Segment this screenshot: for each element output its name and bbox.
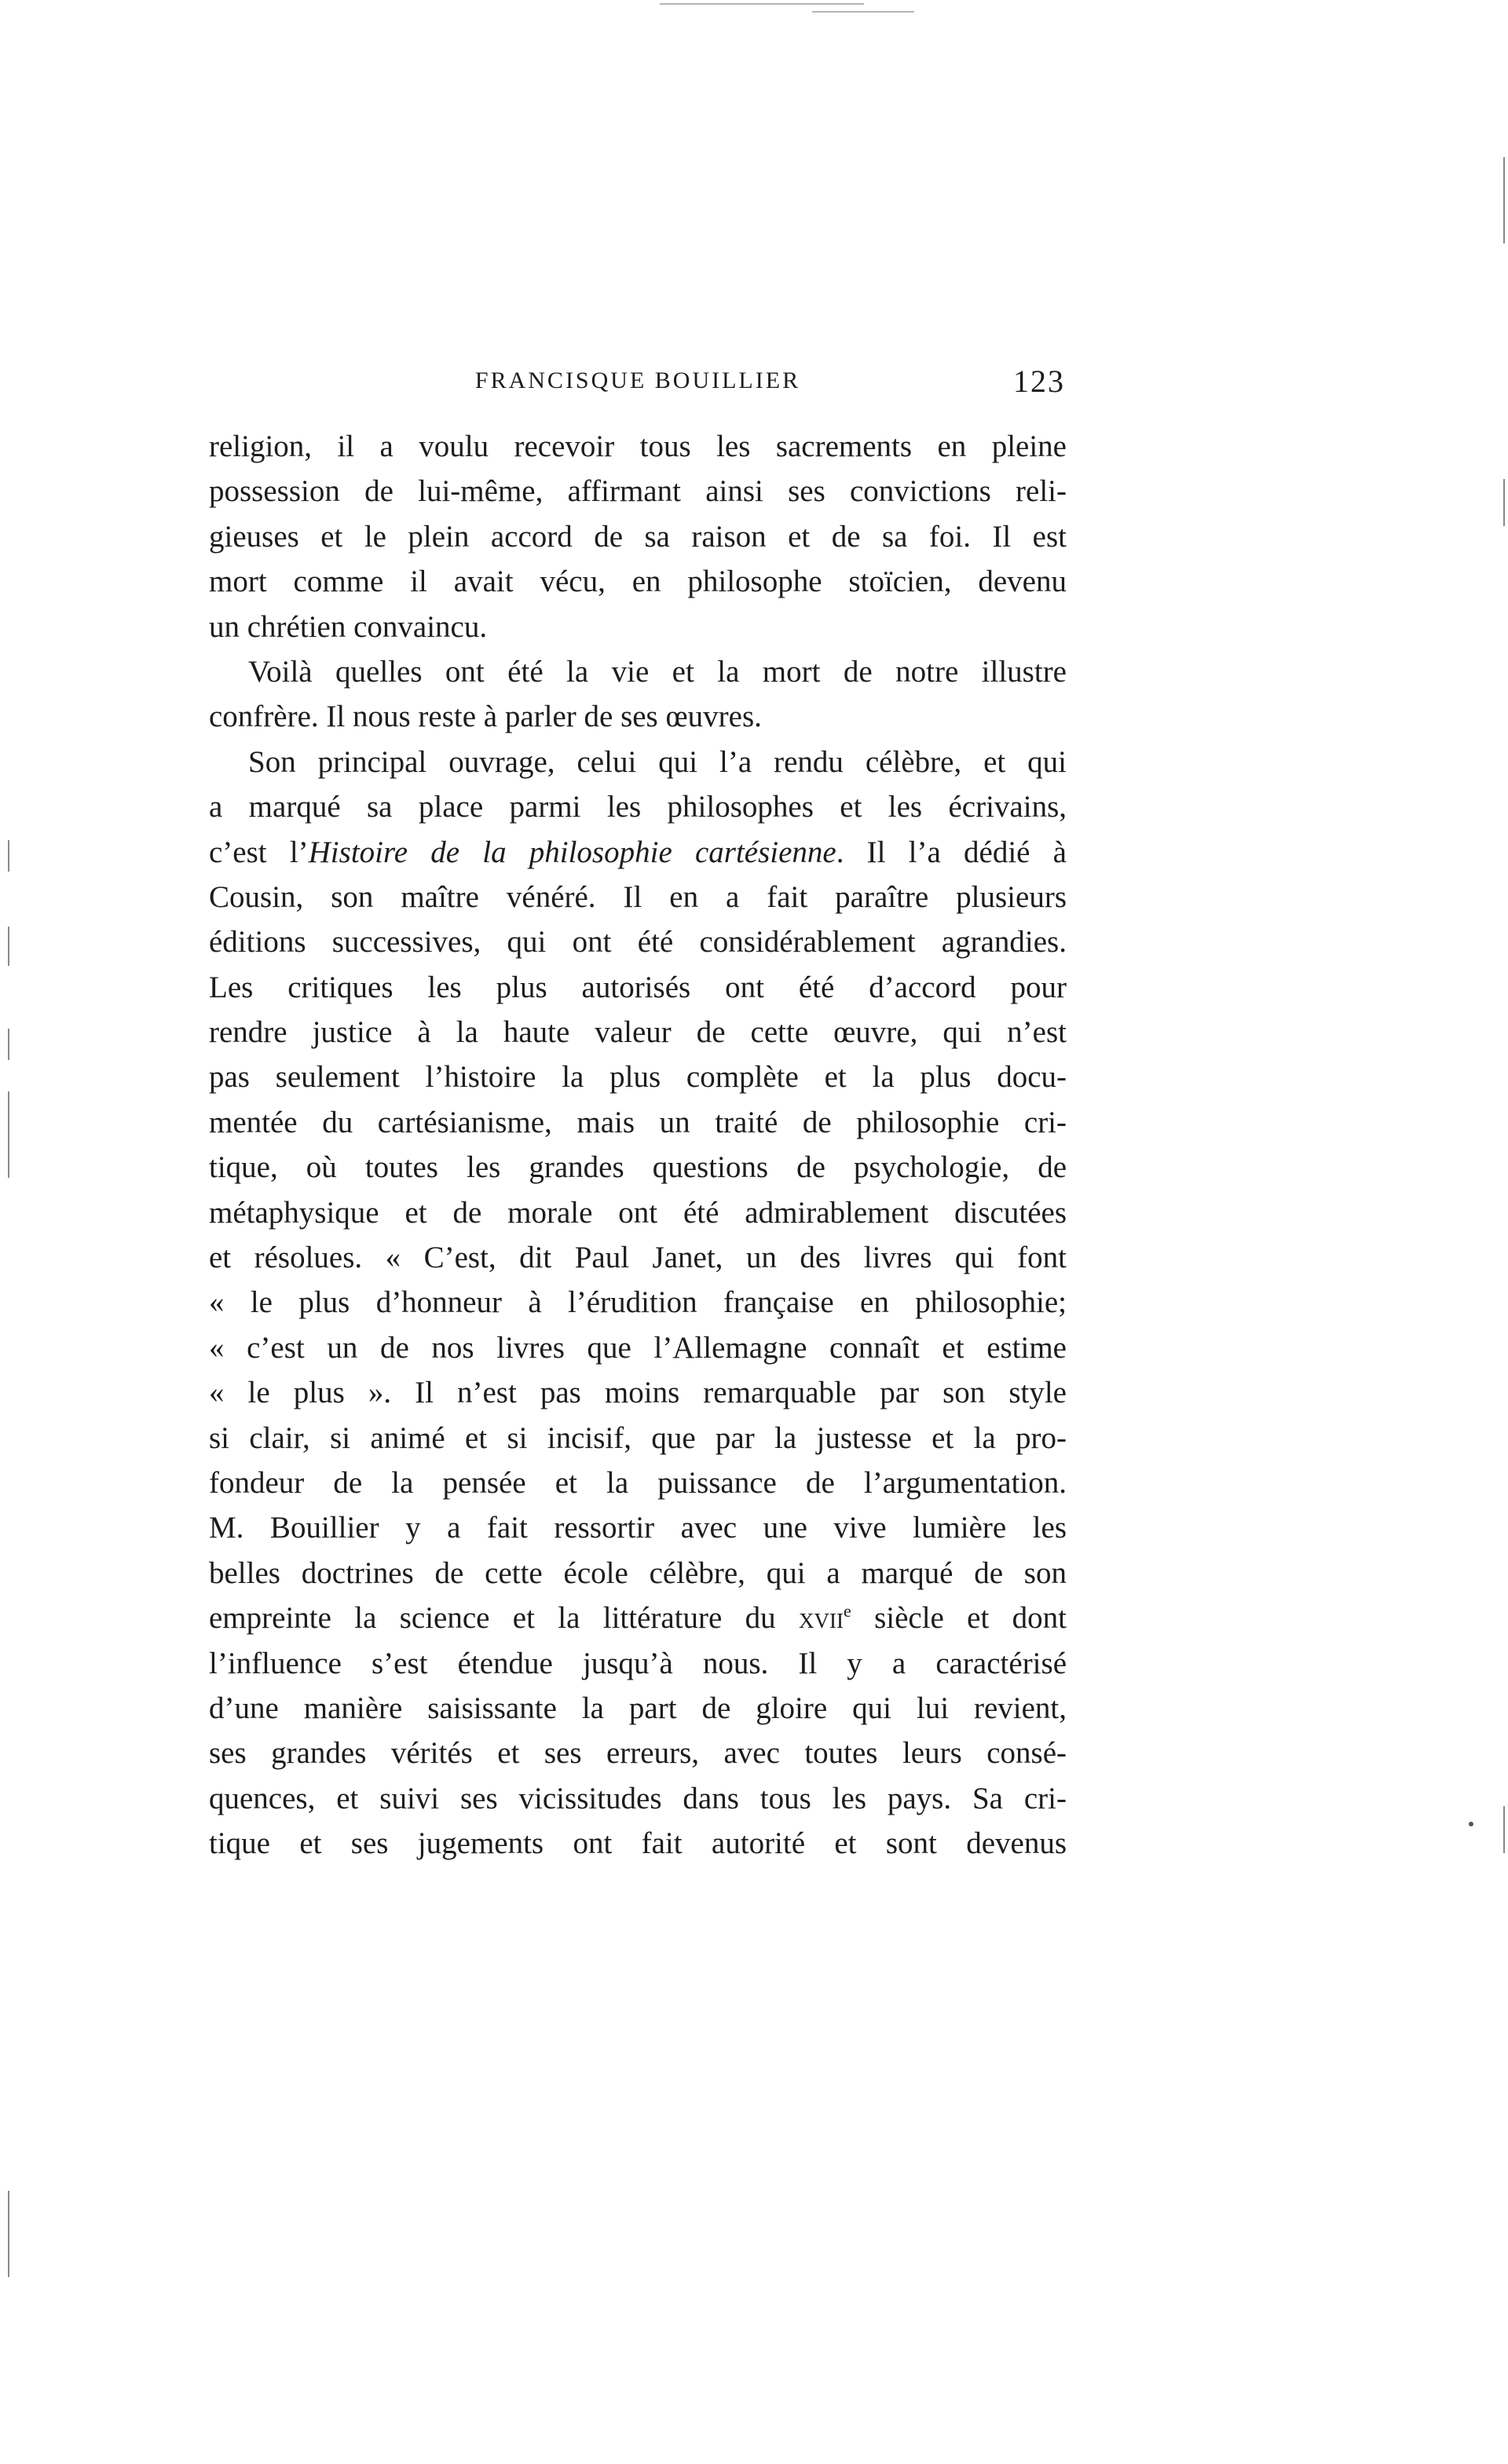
- text-line: Cousin, son maître vénéré. Il en a fait paraître plusieurs: [209, 879, 1067, 914]
- text-line: ses grandes vérités et ses erreurs, avec toutes leurs consé-: [209, 1736, 1067, 1771]
- text-line: tique et ses jugements ont fait autorité et sont devenus: [209, 1826, 1067, 1861]
- text-line: l’influence s’est étendue jusqu’à nous. Il y a caractérisé: [209, 1646, 1067, 1680]
- text-line: métaphysique et de morale ont été admirablement discutées: [209, 1195, 1067, 1230]
- scan-artifact: [8, 927, 9, 966]
- scan-artifact: [660, 3, 864, 5]
- page-number: 123: [1013, 364, 1065, 399]
- superscript-e: e: [843, 1601, 851, 1621]
- text-line: « le plus ». Il n’est pas moins remarquable par son style: [209, 1376, 1067, 1410]
- text-line: religion, il a voulu recevoir tous les sacrements en pleine: [209, 430, 1067, 463]
- text-line: mentée du cartésianisme, mais un traité de philosophie cri-: [209, 1105, 1067, 1139]
- text-line: d’une manière saisissante la part de gloire qui lui revient,: [209, 1691, 1067, 1725]
- text-line: un chrétien convaincu.: [209, 609, 488, 644]
- text-line: Voilà quelles ont été la vie et la mort de notre illustre: [248, 654, 1067, 689]
- scan-artifact: [1469, 1822, 1473, 1826]
- text-line: « c’est un de nos livres que l’Allemagne connaît et estime: [209, 1330, 1067, 1365]
- text-line: possession de lui-même, affirmant ainsi ses convictions reli-: [209, 474, 1067, 509]
- text-line: fondeur de la pensée et la puissance de l’argumentation.: [209, 1465, 1067, 1500]
- scan-artifact: [812, 11, 914, 13]
- scan-artifact: [1503, 1806, 1505, 1853]
- text-line: pas seulement l’histoire la plus complète et la plus docu-: [209, 1060, 1067, 1095]
- scan-artifact: [1503, 157, 1505, 243]
- text-line: [209, 830, 1067, 875]
- text-line: mort comme il avait vécu, en philosophe stoïcien, devenu: [209, 565, 1067, 599]
- text-line: a marqué sa place parmi les philosophes et les écrivains,: [209, 790, 1067, 824]
- text-line: éditions successives, qui ont été considérablement agrandies.: [209, 925, 1067, 960]
- text-line: quences, et suivi ses vicissitudes dans tous les pays. Sa cri-: [209, 1781, 1067, 1815]
- scan-artifact: [8, 840, 9, 872]
- text-line: Son principal ouvrage, celui qui l’a rendu célèbre, et qui: [248, 744, 1067, 779]
- text-segment: siècle et dont: [851, 1601, 1067, 1636]
- text-line: M. Bouillier y a fait ressortir avec une vive lumière les: [209, 1511, 1067, 1545]
- body-text: [209, 424, 1067, 1866]
- text-line: belles doctrines de cette école célèbre, qui a marqué de son: [209, 1556, 1067, 1590]
- text-segment: c’est l’: [209, 835, 309, 869]
- text-segment: empreinte la science et la littérature du: [209, 1601, 799, 1636]
- text-line: gieuses et le plein accord de sa raison et de sa foi. Il est: [209, 519, 1067, 554]
- book-title-italic: Histoire de la philosophie cartésienne: [308, 835, 836, 869]
- text-line: confrère. Il nous reste à parler de ses œuvres.: [209, 700, 762, 734]
- page-header: [210, 363, 1065, 402]
- scan-artifact: [8, 1029, 9, 1060]
- text-line: « le plus d’honneur à l’érudition française en philosophie;: [209, 1285, 1067, 1320]
- century-numeral: xvii: [799, 1601, 844, 1636]
- scan-artifact: [1503, 479, 1505, 526]
- text-line: et résolues. « C’est, dit Paul Janet, un des livres qui font: [209, 1241, 1067, 1275]
- text-line: tique, où toutes les grandes questions de psychologie, de: [209, 1150, 1067, 1185]
- scan-artifact: [8, 2191, 9, 2277]
- text-line: rendre justice à la haute valeur de cette œuvre, qui n’est: [209, 1015, 1067, 1050]
- scan-artifact: [8, 1091, 9, 1178]
- text-line: si clair, si animé et si incisif, que par la justesse et la pro-: [209, 1420, 1067, 1455]
- running-title: FRANCISQUE BOUILLIER: [474, 367, 801, 393]
- text-line: Les critiques les plus autorisés ont été d’accord pour: [209, 970, 1067, 1004]
- text-segment: . Il l’a dédié à: [836, 835, 1067, 869]
- text-line: [209, 1596, 1067, 1640]
